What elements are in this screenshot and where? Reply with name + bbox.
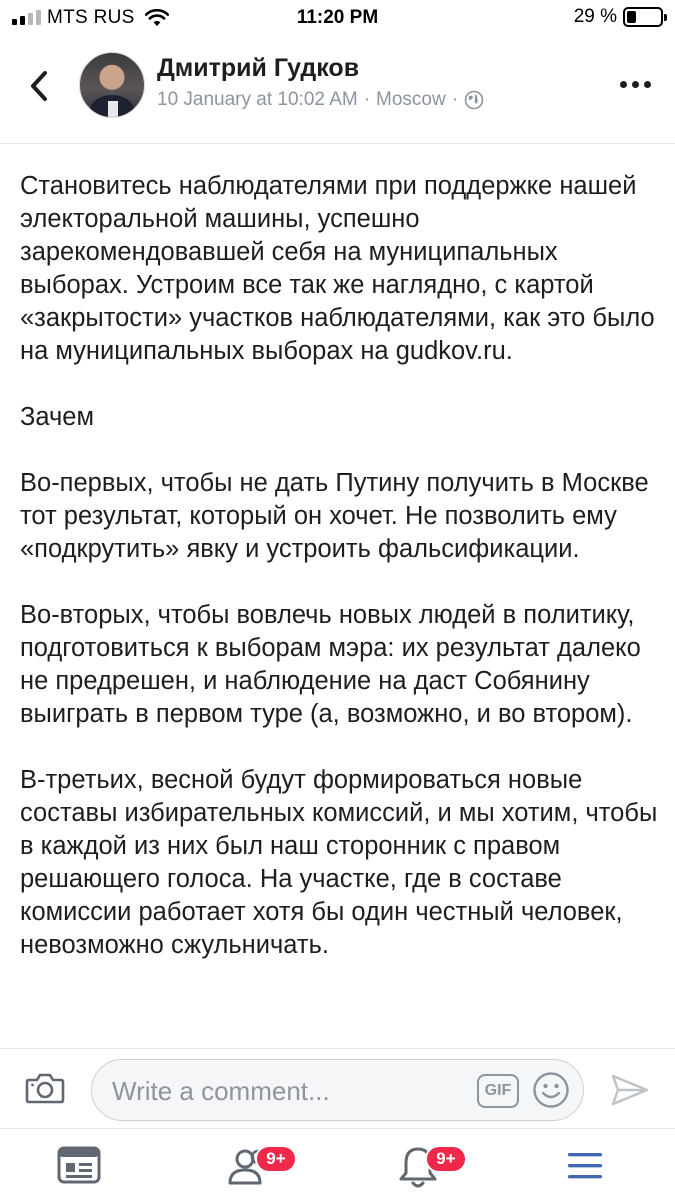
battery-icon <box>623 7 663 27</box>
post-paragraph-3: Во-первых, чтобы не дать Путину получить в Москве тот результат, который он хочет. Не позволить ему «подкрутить» явку и устроить фальсификации. <box>20 469 649 563</box>
comment-placeholder: Write a comment... <box>112 1076 330 1106</box>
status-bar-time: 11:20 PM <box>296 7 379 28</box>
gif-button[interactable]: GIF <box>477 1074 519 1108</box>
post-date[interactable]: 10 January at 10:02 AM <box>157 89 358 110</box>
meta-separator: · <box>363 89 371 110</box>
comment-bar <box>0 1048 675 1128</box>
battery-level-fill <box>627 11 636 23</box>
meta-separator-2: · <box>451 89 459 110</box>
more-dot <box>632 81 639 88</box>
post-paragraph-2: Зачем <box>20 403 95 431</box>
comment-input[interactable] <box>91 1059 584 1121</box>
tab-notifications[interactable] <box>395 1143 455 1193</box>
more-options-button[interactable] <box>615 74 655 94</box>
chevron-left-icon <box>29 70 49 102</box>
hamburger-menu-icon <box>562 1143 608 1187</box>
status-bar <box>0 0 675 34</box>
post-location[interactable]: Moscow <box>376 89 446 110</box>
post-meta <box>157 89 484 111</box>
tab-news-feed[interactable] <box>56 1143 116 1193</box>
more-dot <box>620 81 627 88</box>
post-body <box>20 170 660 995</box>
author-avatar[interactable] <box>79 52 145 118</box>
battery-percent: 29 % <box>573 6 617 27</box>
author-name[interactable]: Дмитрий Гудков <box>157 54 360 82</box>
friend-requests-badge: 9+ <box>255 1145 297 1173</box>
carrier-name: MTS RUS <box>47 7 135 28</box>
back-button[interactable] <box>22 66 56 106</box>
more-dot <box>644 81 651 88</box>
post-header <box>0 40 675 144</box>
post-paragraph-5: В-третьих, весной будут формироваться новые составы избирательных комиссий, и мы хотим, чтобы в каждой из них был наш сторонник с правом решающего голоса. На участке, где в составе комиссии работает хотя бы один честный человек, невозможно сжульничать. <box>20 766 658 959</box>
news-feed-icon <box>56 1143 102 1187</box>
tab-bar <box>0 1128 675 1200</box>
camera-icon[interactable] <box>25 1071 65 1105</box>
tab-friend-requests[interactable] <box>225 1143 285 1193</box>
globe-icon <box>464 90 484 110</box>
status-bar-right <box>574 6 663 28</box>
tab-menu[interactable] <box>562 1143 622 1193</box>
post-paragraph-1: Становитесь наблюдателями при поддержке нашей электоральной машины, успешно зарекомендовавшей себя на муниципальных выборах. Устроим все так же наглядно, с картой «закрытости» участков наблюдателями, как это было на муниципальных выборах на gudkov.ru. <box>20 172 655 365</box>
emoji-icon[interactable] <box>532 1071 570 1109</box>
send-icon[interactable] <box>610 1073 650 1107</box>
notifications-badge: 9+ <box>425 1145 467 1173</box>
post-paragraph-4: Во-вторых, чтобы вовлечь новых людей в политику, подготовиться к выборам мэра: их результат далеко не предрешен, и наблюдение на даст Собянину выиграть в первом туре (а, возможно, и во втором). <box>20 601 641 728</box>
